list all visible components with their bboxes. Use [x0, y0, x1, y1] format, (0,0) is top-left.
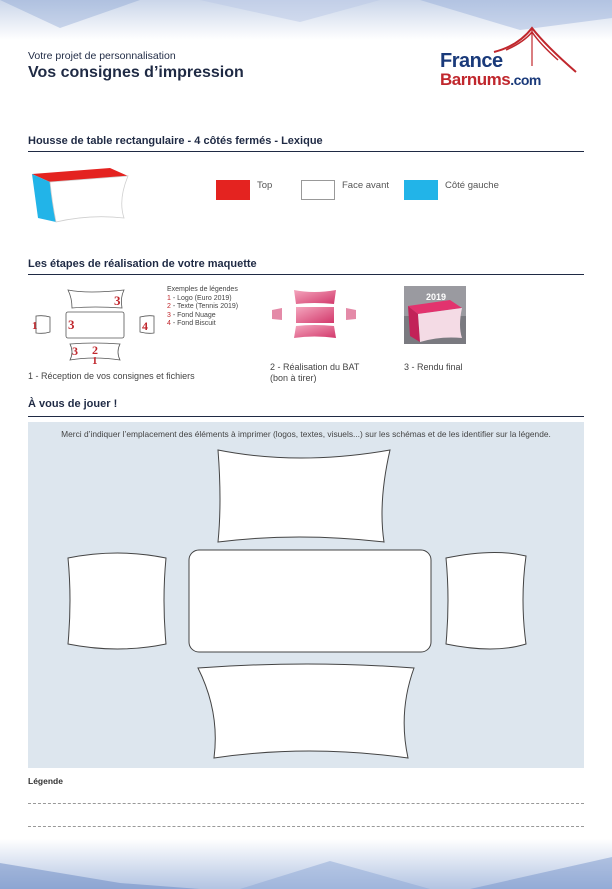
logo-line1: France [440, 50, 503, 72]
legend-line[interactable] [28, 826, 584, 827]
step2-caption: 2 - Réalisation du BAT (bon à tirer) [270, 362, 360, 383]
mark-3: 3 [72, 344, 78, 358]
header-subtitle: Votre projet de personnalisation [28, 50, 176, 62]
legend-item: 2 - Texte (Tennis 2019) [167, 303, 239, 311]
page-title: Vos consignes d’impression [28, 64, 244, 81]
panel-face-avant[interactable] [189, 550, 431, 652]
step2-bat-illustration [270, 286, 360, 340]
mark-1: 1 [92, 355, 98, 364]
panel-top[interactable] [218, 450, 390, 542]
legend-examples [167, 286, 238, 329]
section-etapes-title: Les étapes de réalisation de votre maquette [28, 258, 257, 270]
step1-diagram [28, 284, 162, 364]
legend-label: Légende [28, 776, 63, 786]
logo-suffix: .com [510, 72, 541, 88]
mark-4: 4 [142, 319, 148, 333]
swatch-top [216, 180, 250, 200]
legend-item: 3 - Fond Nuage [167, 311, 216, 319]
section-divider [28, 274, 584, 275]
panel-cote-gauche[interactable] [68, 553, 166, 649]
section-jouer-title: À vous de jouer ! [28, 398, 118, 410]
panel-cote-droit[interactable] [446, 552, 526, 649]
step3-render-illustration [404, 286, 466, 344]
section-divider [28, 151, 584, 152]
swatch-face-avant [301, 180, 335, 200]
logo-barnums: Barnums [440, 70, 511, 89]
table-cover-template [28, 422, 584, 768]
mark-3: 3 [68, 317, 75, 332]
section-divider [28, 416, 584, 417]
render-label: 2019 [426, 292, 447, 302]
swatch-face-avant-label: Face avant [342, 180, 389, 191]
legend-line[interactable] [28, 803, 584, 804]
table-cover-illustration [28, 166, 130, 224]
mark-2: 2 [92, 343, 98, 357]
mark-1: 1 [32, 320, 38, 332]
section-lexique-title: Housse de table rectangulaire - 4 côtés fermés - Lexique [28, 135, 323, 147]
legend-item: 1 - Logo (Euro 2019) [167, 294, 232, 302]
swatch-cote-gauche-label: Côté gauche [445, 180, 499, 191]
instruction-text: Merci d’indiquer l’emplacement des éléments à imprimer (logos, textes, visuels...) sur les schémas et de les identifier sur la légende. [61, 429, 551, 439]
step1-caption: 1 - Réception de vos consignes et fichiers [28, 371, 195, 381]
bottom-decoration [0, 839, 612, 889]
legend-examples-title: Exemples de légendes [167, 286, 238, 293]
swatch-cote-gauche [404, 180, 438, 200]
step3-caption: 3 - Rendu final [404, 362, 463, 372]
legend-item: 4 - Fond Biscuit [167, 320, 216, 328]
swatch-top-label: Top [257, 180, 273, 191]
brand-logo [436, 26, 586, 96]
logo-line2 [440, 70, 541, 90]
panel-face-arriere[interactable] [198, 664, 414, 758]
mark-3: 3 [114, 293, 121, 308]
